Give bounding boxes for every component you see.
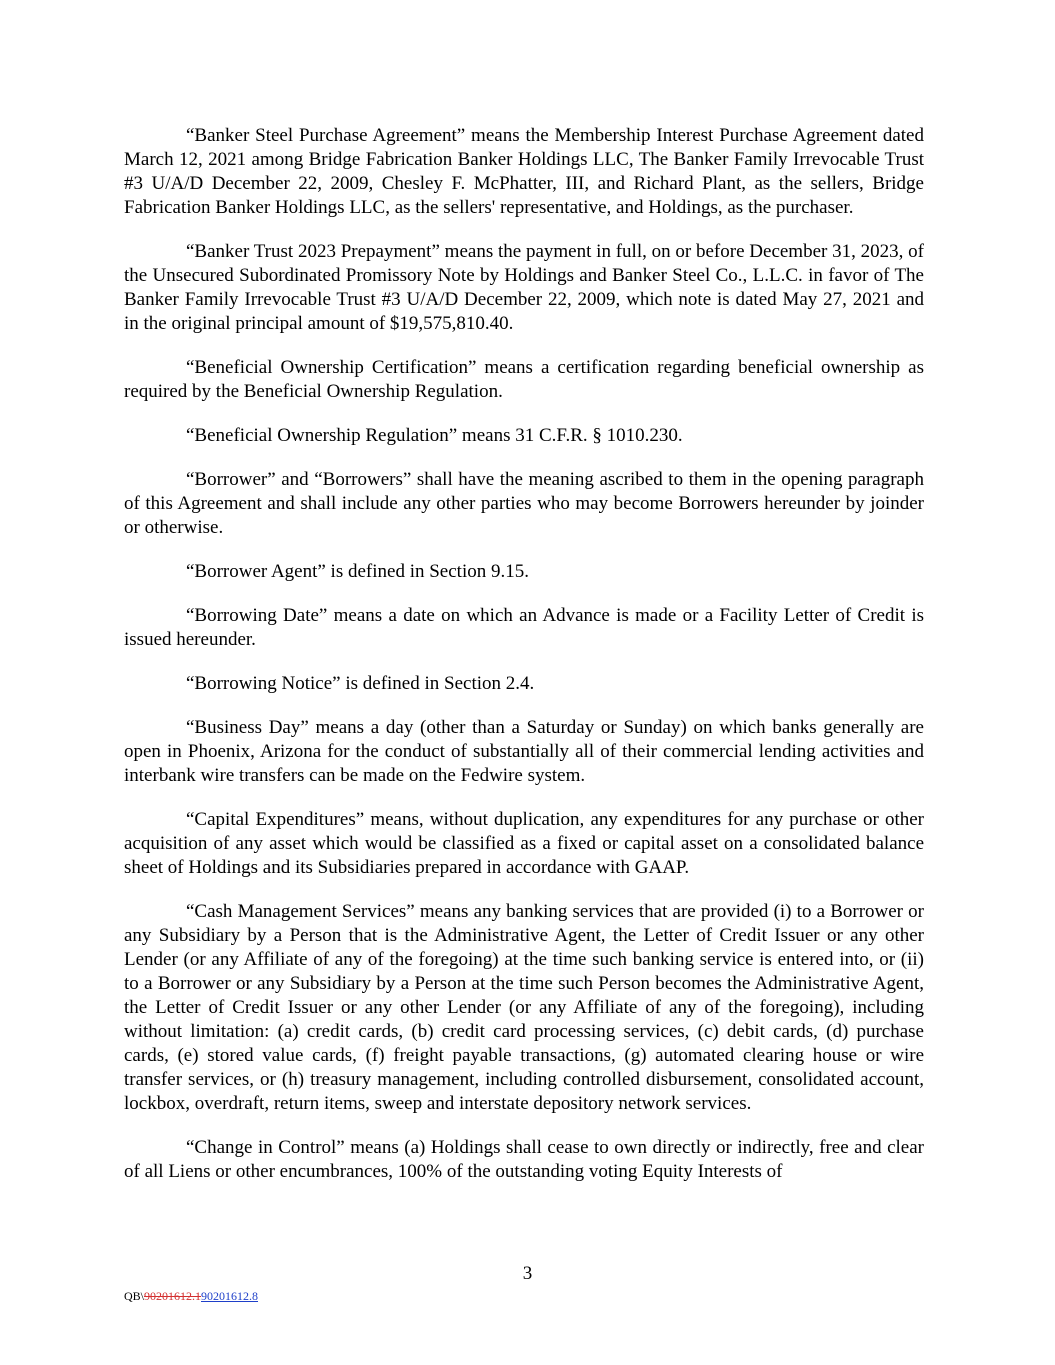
definition-borrower: “Borrower” and “Borrowers” shall have the meaning ascribed to them in the opening paragraph of this Agreement and shall include any other parties who may become Borrowers hereunder by joinder or otherwise.	[124, 469, 924, 538]
doc-id-prefix: QB\	[124, 1289, 145, 1303]
definition-business-day: “Business Day” means a day (other than a Saturday or Sunday) on which banks generally are open in Phoenix, Arizona for the conduct of substantially all of their commercial lending activities and interbank wire transfers can be made on the Fedwire system.	[124, 717, 924, 786]
document-body	[124, 124, 924, 1184]
definition-beneficial-ownership-certification: “Beneficial Ownership Certification” means a certification regarding beneficial ownership as required by the Beneficial Ownership Regulation.	[124, 357, 924, 402]
definition-banker-steel-purchase-agreement: “Banker Steel Purchase Agreement” means the Membership Interest Purchase Agreement dated March 12, 2021 among Bridge Fabrication Banker Holdings LLC, The Banker Family Irrevocable Trust #3 U/A/D December 22, 2009, Chesley F. McPhatter, III, and Richard Plant, as the sellers, Bridge Fabrication Banker Holdings LLC, as the sellers' representative, and Holdings, as the purchaser.	[124, 125, 924, 218]
definition-banker-trust-2023-prepayment: “Banker Trust 2023 Prepayment” means the payment in full, on or before December 31, 2023, of the Unsecured Subordinated Promissory Note by Holdings and Banker Steel Co., L.L.C. in favor of The Banker Family Irrevocable Trust #3 U/A/D December 22, 2009, which note is dated May 27, 2021 and in the original principal amount of $19,575,810.40.	[124, 241, 924, 334]
doc-id-inserted-revision: 90201612.8	[201, 1289, 259, 1303]
definition-borrowing-notice: “Borrowing Notice” is defined in Section 2.4.	[186, 673, 535, 694]
definition-change-in-control: “Change in Control” means (a) Holdings shall cease to own directly or indirectly, free and clear of all Liens or other encumbrances, 100% of the outstanding voting Equity Interests of	[124, 1137, 924, 1182]
definition-borrowing-date: “Borrowing Date” means a date on which an Advance is made or a Facility Letter of Credit is issued hereunder.	[124, 605, 924, 650]
page-number: 3	[522, 1263, 533, 1284]
definition-capital-expenditures: “Capital Expenditures” means, without duplication, any expenditures for any purchase or other acquisition of any asset which would be classified as a fixed or capital asset on a consolidated balance sheet of Holdings and its Subsidiaries prepared in accordance with GAAP.	[124, 809, 924, 878]
document-id	[124, 1289, 258, 1303]
definition-borrower-agent: “Borrower Agent” is defined in Section 9.15.	[186, 561, 529, 582]
definition-beneficial-ownership-regulation: “Beneficial Ownership Regulation” means 31 C.F.R. § 1010.230.	[186, 425, 683, 446]
definition-cash-management-services: “Cash Management Services” means any banking services that are provided (i) to a Borrower or any Subsidiary by a Person that is the Administrative Agent, the Letter of Credit Issuer or any other Lender (or any Affiliate of any of the foregoing) at the time such banking service is entered into, or (ii) to a Borrower or any Subsidiary by a Person at the time such Person becomes the Administrative Agent, the Letter of Credit Issuer or any other Lender (or any Affiliate of any of the foregoing), including without limitation: (a) credit cards, (b) credit card processing services, (c) debit cards, (d) purchase cards, (e) stored value cards, (f) freight payable transactions, (g) automated clearing house or wire transfer services, or (h) treasury management, including controlled disbursement, consolidated account, lockbox, overdraft, return items, sweep and interstate depository network services.	[124, 901, 924, 1114]
doc-id-deleted-revision: 90201612.1	[144, 1289, 202, 1303]
